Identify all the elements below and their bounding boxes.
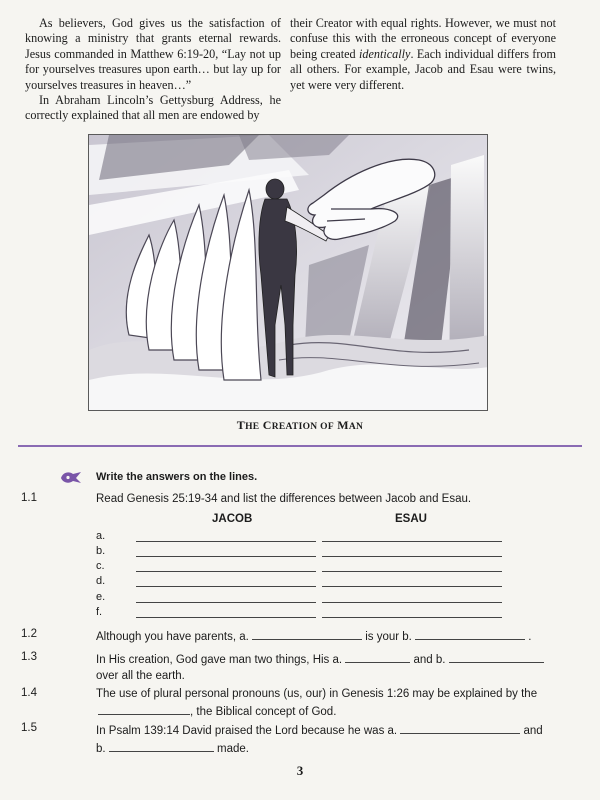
question-text — [96, 687, 551, 720]
question-number: 1.3 — [21, 651, 37, 663]
caption-text: AN — [348, 422, 364, 432]
text-segment: , the Biblical concept of God. — [190, 705, 337, 718]
text-segment: and — [520, 725, 543, 737]
question-text: Read Genesis 25:19-34 and list the differences between Jacob and Esau. — [96, 493, 472, 505]
answer-line-jacob-e[interactable] — [136, 602, 316, 603]
text-segment: In Psalm 139:14 David praised the Lord because he was a. — [96, 725, 401, 737]
caption-text: REATION — [271, 422, 318, 432]
pen-icon — [60, 469, 82, 485]
answer-line-jacob-c[interactable] — [136, 571, 316, 572]
text-segment: their Creator with equal rights. However, we must not confuse this with the erroneous concept of everyone being created — [290, 16, 556, 61]
text-segment: In His creation, God gave man two things, His a. — [96, 654, 346, 666]
emphasis-identically: identically — [358, 46, 411, 61]
answer-blank[interactable] — [400, 722, 520, 734]
question-number: 1.5 — [21, 722, 37, 734]
text-segment: is your b. — [362, 631, 416, 643]
answer-line-esau-f[interactable] — [322, 617, 502, 618]
text-segment: over all the earth. — [96, 669, 185, 682]
row-label: e. — [96, 591, 106, 603]
answer-line-esau-c[interactable] — [322, 571, 502, 572]
text-segment: and b. — [410, 654, 449, 666]
question-text — [96, 628, 551, 646]
caption-text: OF — [317, 422, 334, 432]
caption-text: C — [259, 418, 272, 432]
caption-text: HE — [245, 422, 260, 432]
row-label: a. — [96, 530, 106, 542]
column-header-jacob: JACOB — [212, 513, 253, 525]
answer-line-jacob-b[interactable] — [136, 556, 316, 557]
text-segment: The use of plural personal pronouns (us, our) in Genesis 1:26 may be explained by the — [96, 688, 538, 700]
question-number: 1.4 — [21, 687, 37, 699]
answer-blank[interactable] — [109, 740, 214, 752]
answer-blank[interactable] — [98, 703, 190, 715]
answer-blank[interactable] — [345, 651, 410, 663]
column-header-esau: ESAU — [395, 513, 427, 525]
creation-illustration — [88, 134, 488, 411]
text-segment: . Each individual differs from all others. For example, Jacob and Esau were twins, yet were very different. — [290, 46, 556, 92]
paragraph-believers: As believers, God gives us the satisfaction of knowing a ministry that grants eternal rewards. Jesus commanded in Matthew 6:19-20, “Lay not up for yourselves treasures upon earth… but lay up for yourselves treasures in heaven…” — [25, 16, 281, 92]
answer-line-jacob-d[interactable] — [136, 586, 316, 587]
row-label: b. — [96, 545, 106, 557]
answer-line-esau-b[interactable] — [322, 556, 502, 557]
row-label: f. — [96, 606, 103, 618]
answer-blank[interactable] — [449, 651, 544, 663]
text-segment: Although you have parents, a. — [96, 631, 252, 643]
left-text-column — [25, 16, 281, 124]
instruction-text: Write the answers on the lines. — [96, 471, 258, 483]
answer-blank[interactable] — [415, 628, 525, 640]
answer-line-esau-e[interactable] — [322, 602, 502, 603]
illustration-artwork — [89, 135, 488, 411]
text-segment: b. — [96, 742, 109, 755]
row-label: d. — [96, 575, 106, 587]
text-segment: made. — [213, 742, 249, 755]
answer-line-esau-a[interactable] — [322, 541, 502, 542]
row-label: c. — [96, 560, 105, 572]
answer-blank[interactable] — [252, 628, 362, 640]
right-text-column — [290, 16, 556, 93]
paragraph-equal-rights — [290, 16, 556, 93]
question-text — [96, 722, 551, 757]
illustration-caption — [0, 418, 600, 433]
page-number: 3 — [296, 763, 304, 778]
paragraph-lincoln: In Abraham Lincoln’s Gettysburg Address, he correctly explained that all men are endowed by — [25, 93, 281, 123]
question-number: 1.1 — [21, 492, 37, 504]
text-segment: . — [525, 631, 532, 643]
answer-line-esau-d[interactable] — [322, 586, 502, 587]
answer-line-jacob-f[interactable] — [136, 617, 316, 618]
question-number: 1.2 — [21, 628, 37, 640]
answer-line-jacob-a[interactable] — [136, 541, 316, 542]
caption-text: M — [333, 418, 349, 432]
question-text — [96, 651, 551, 684]
section-divider — [18, 445, 582, 447]
caption-text: T — [236, 418, 246, 432]
